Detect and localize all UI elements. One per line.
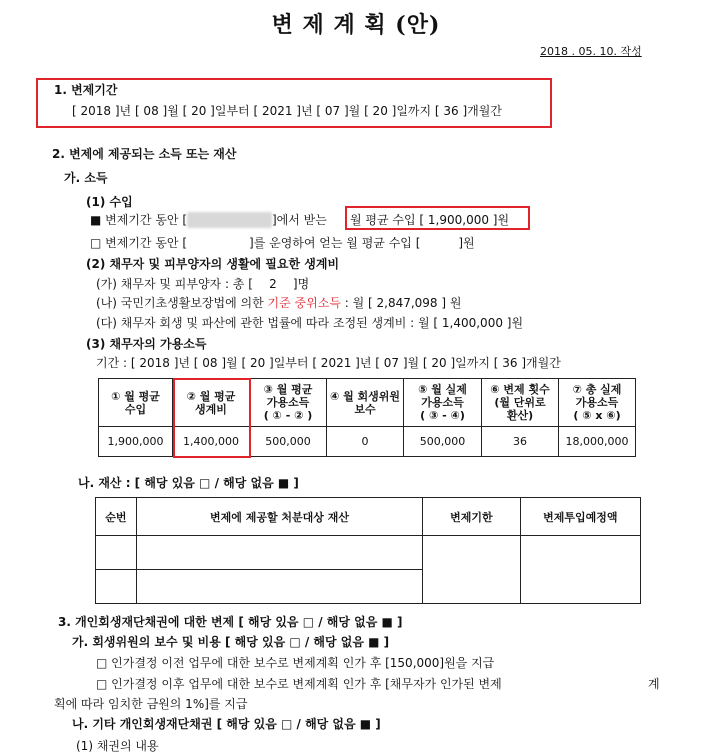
claim-content-line: (1) 채권의 내용 (76, 739, 159, 753)
median-income-line (96, 295, 461, 311)
monthly-income: 월 평균 수입 [ 1,900,000 ]원 (350, 213, 510, 227)
property-header-cell: 변제에 제공할 처분대상 재산 (136, 498, 422, 536)
highlight-box-living-cost (173, 378, 251, 458)
property-header-cell: 변제기한 (423, 498, 520, 536)
table-cell: 36 (482, 427, 559, 457)
table-header-cell: ③ 월 평균 가용소득 ( ① - ② ) (250, 379, 327, 427)
table-header-cell: ① 월 평균 수입 (99, 379, 173, 427)
living-cost-heading: (2) 채무자 및 피부양자의 생활에 필요한 생계비 (86, 257, 340, 271)
property-header-row (96, 498, 641, 536)
table-cell (136, 570, 422, 604)
table-cell: 500,000 (404, 427, 482, 457)
page-title: 변 제 계 획 (안) (271, 12, 441, 38)
income-line-1 (90, 212, 327, 228)
property-table (95, 497, 641, 604)
income-line-2-a: □ 변제기간 동안 [ (90, 236, 188, 250)
income-heading: (1) 수입 (86, 195, 133, 209)
trustee-fee-line-3: 획에 따라 임치한 금원의 1%]를 지급 (54, 697, 248, 711)
trustee-fee-line-2: □ 인가결정 이후 업무에 대한 보수로 변제계획 인가 후 [채무자가 인가된 변제 (96, 677, 502, 691)
trustee-fee-heading: 가. 회생위원의 보수 및 비용 [ 해당 있음 □ / 해당 없음 ■ ] (72, 635, 390, 649)
income-line-1-a: ■ 변제기간 동안 [ (90, 213, 188, 227)
table-header-cell: ④ 월 회생위원 보수 (327, 379, 404, 427)
dependents-count: 2 (269, 277, 277, 291)
income-line-2 (90, 235, 475, 251)
table-cell: 1,400,000 (173, 427, 250, 457)
table-cell (96, 536, 137, 570)
section2-heading: 2. 변제에 제공되는 소득 또는 재산 (52, 147, 237, 161)
table-cell (136, 536, 422, 570)
available-income-heading: (3) 채무자의 가용소득 (86, 337, 207, 351)
redacted-employer (187, 212, 272, 228)
adjusted-living-cost-line: (다) 채무자 회생 및 파산에 관한 법률에 따라 조정된 생계비 : 월 [ 1,400,000 ]원 (96, 316, 524, 330)
income-line-2-c: ]원 (458, 236, 475, 250)
table-cell: 18,000,000 (559, 427, 636, 457)
section1-period-line: [ 2018 ]년 [ 08 ]월 [ 20 ]일부터 [ 2021 ]년 [ 07 ]월 [ 20 ]일까지 [ 36 ]개월간 (72, 104, 502, 118)
table-cell (423, 536, 520, 604)
trustee-fee-line-1: □ 인가결정 이전 업무에 대한 보수로 변제계획 인가 후 [150,000]원을 지급 (96, 656, 495, 670)
table-cell: 1,900,000 (99, 427, 173, 457)
dependents-pre: (가) 채무자 및 피부양자 : 총 [ (96, 277, 253, 291)
other-claims-heading: 나. 기타 개인회생재단채권 [ 해당 있음 □ / 해당 없음 ■ ] (72, 717, 381, 731)
table-header-cell: ⑦ 총 실제 가용소득 ( ⑤ x ⑥) (559, 379, 636, 427)
table-cell: 500,000 (250, 427, 327, 457)
section1-heading: 1. 변제기간 (54, 83, 118, 97)
available-income-period: 기간 : [ 2018 ]년 [ 08 ]월 [ 20 ]일부터 [ 2021 ]년 [ 07 ]월 [ 20 ]일까지 [ 36 ]개월간 (96, 356, 561, 370)
table-header-cell: ② 월 평균 생계비 (173, 379, 250, 427)
dependents-line (96, 276, 309, 292)
median-income-red-label: 기준 중위소득 (267, 296, 341, 310)
income-line-2-b: ]를 운영하여 얻는 월 평균 수입 [ (249, 236, 421, 250)
median-income-value: : 월 [ 2,847,098 ] 원 (344, 296, 462, 310)
section3-heading: 3. 개인회생재단채권에 대한 변제 [ 해당 있음 □ / 해당 없음 ■ ] (58, 615, 403, 629)
table-row (96, 536, 641, 570)
table-cell (96, 570, 137, 604)
median-income-pre: (나) 국민기초생활보장법에 의한 (96, 296, 264, 310)
table-cell (520, 536, 640, 604)
date-written: 2018 . 05. 10. 작성 (540, 45, 642, 58)
property-line: 나. 재산 : [ 해당 있음 □ / 해당 없음 ■ ] (78, 476, 299, 490)
property-header-cell: 순번 (96, 498, 137, 536)
table-header-cell: ⑤ 월 실제 가용소득 ( ③ - ④) (404, 379, 482, 427)
trustee-fee-line-2-end: 계 (648, 677, 660, 691)
income-subheading: 가. 소득 (64, 171, 108, 185)
income-line-1-b: ]에서 받는 (271, 213, 327, 227)
table-cell: 0 (327, 427, 404, 457)
dependents-post: ]명 (292, 277, 310, 291)
table-header-cell: ⑥ 변제 횟수 (월 단위로 환산) (482, 379, 559, 427)
property-header-cell: 변제투입예정액 (520, 498, 640, 536)
